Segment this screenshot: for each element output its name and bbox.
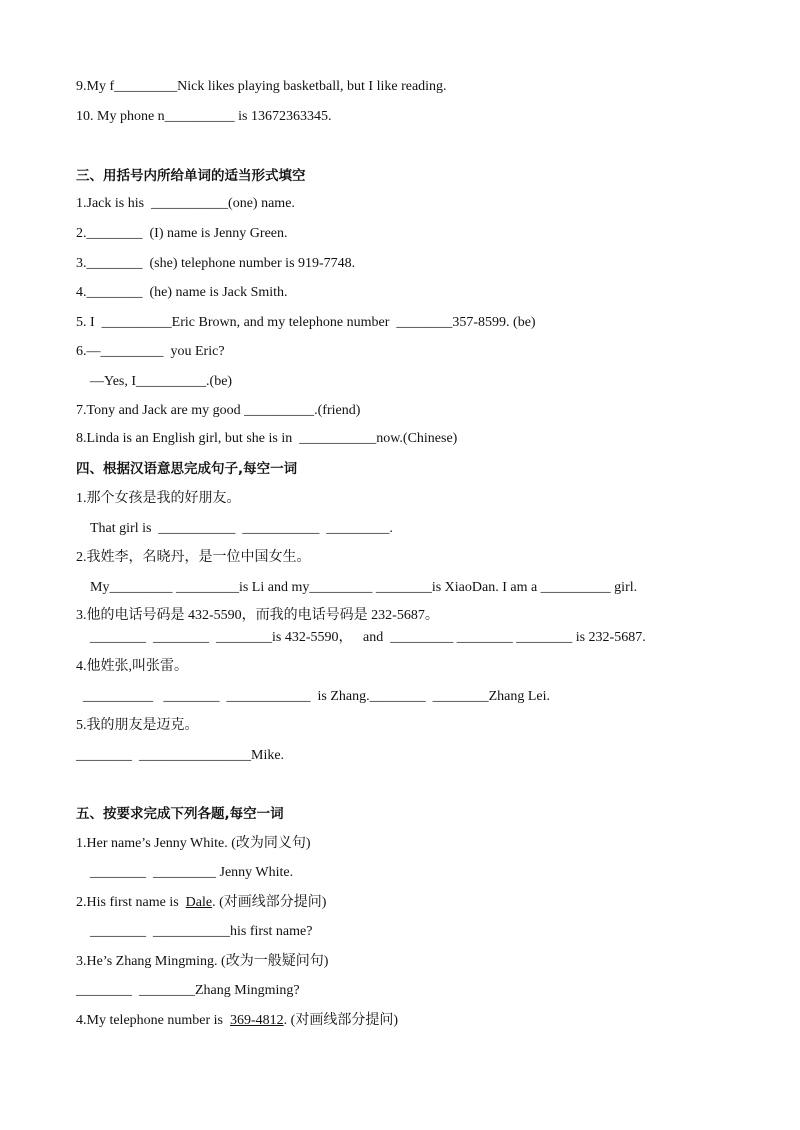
question-10: 10. My phone n__________ is 13672363345. — [76, 109, 332, 124]
s3-question-1: 1.Jack is his ___________(one) name. — [76, 196, 295, 211]
s3-question-4: 4.________ (he) name is Jack Smith. — [76, 285, 288, 300]
question-9: 9.My f_________Nick likes playing basketball, but I like reading. — [76, 79, 447, 94]
s4-question-2-english: My_________ _________is Li and my_________ ________is XiaoDan. I am a __________ girl. — [90, 580, 638, 595]
s4-question-3-chinese: 3.他的电话号码是 432-5590，而我的电话号码是 232-5687。 — [76, 608, 439, 623]
section-4-heading: 四、根据汉语意思完成句子,每空一词 — [76, 461, 298, 477]
s4-question-1-chinese: 1.那个女孩是我的好朋友。 — [76, 491, 241, 506]
s4-question-4-english: __________ ________ ____________ is Zhang.________ ________Zhang Lei. — [83, 689, 551, 704]
s3-question-7: 7.Tony and Jack are my good __________.(friend) — [76, 403, 361, 418]
section-5-heading: 五、按要求完成下列各题,每空一词 — [76, 806, 284, 822]
s5-question-4-underlined: 369-4812 — [229, 1013, 284, 1028]
s4-question-5-chinese: 5.我的朋友是迈克。 — [76, 718, 199, 733]
s5-question-4 — [76, 1012, 398, 1030]
s5-question-3: 3.He’s Zhang Mingming. (改为一般疑问句) — [76, 954, 329, 969]
s5-question-1-answer: ________ _________ Jenny White. — [90, 865, 294, 880]
s4-question-4-chinese: 4.他姓张,叫张雷。 — [76, 659, 188, 674]
s5-question-2-suffix: . (对画线部分提问) — [212, 895, 327, 910]
s5-question-2 — [76, 894, 326, 912]
s5-question-1: 1.Her name’s Jenny White. (改为同义句) — [76, 836, 311, 851]
s4-question-1-english: That girl is ___________ ___________ _________. — [90, 521, 393, 536]
section-3-heading: 三、用括号内所给单词的适当形式填空 — [76, 168, 306, 184]
s4-question-3-english: ________ ________ ________is 432-5590， and _________ ________ ________ is 232-5687. — [90, 630, 646, 645]
s5-question-2-answer: ________ ___________his first name? — [90, 924, 313, 939]
s3-question-6-prompt: 6.—_________ you Eric? — [76, 344, 225, 359]
s5-question-4-suffix: . (对画线部分提问) — [283, 1013, 398, 1028]
s5-question-4-prefix: 4.My telephone number is — [76, 1013, 230, 1028]
s4-question-2-chinese: 2.我姓李，名晓丹，是一位中国女生。 — [76, 550, 311, 565]
s5-question-2-prefix: 2.His first name is — [76, 895, 186, 910]
s3-question-2: 2.________ (I) name is Jenny Green. — [76, 226, 288, 241]
s4-question-5-english: ________ ________________Mike. — [76, 748, 285, 763]
s5-question-3-answer: ________ ________Zhang Mingming? — [76, 983, 300, 998]
s3-question-3: 3.________ (she) telephone number is 919-7748. — [76, 256, 356, 271]
s3-question-5: 5. I __________Eric Brown, and my telephone number ________357-8599. (be) — [76, 315, 536, 330]
s5-question-2-underlined: Dale — [185, 895, 213, 910]
s3-question-6-answer: —Yes, I__________.(be) — [90, 374, 233, 389]
s3-question-8: 8.Linda is an English girl, but she is in ___________now.(Chinese) — [76, 431, 458, 446]
